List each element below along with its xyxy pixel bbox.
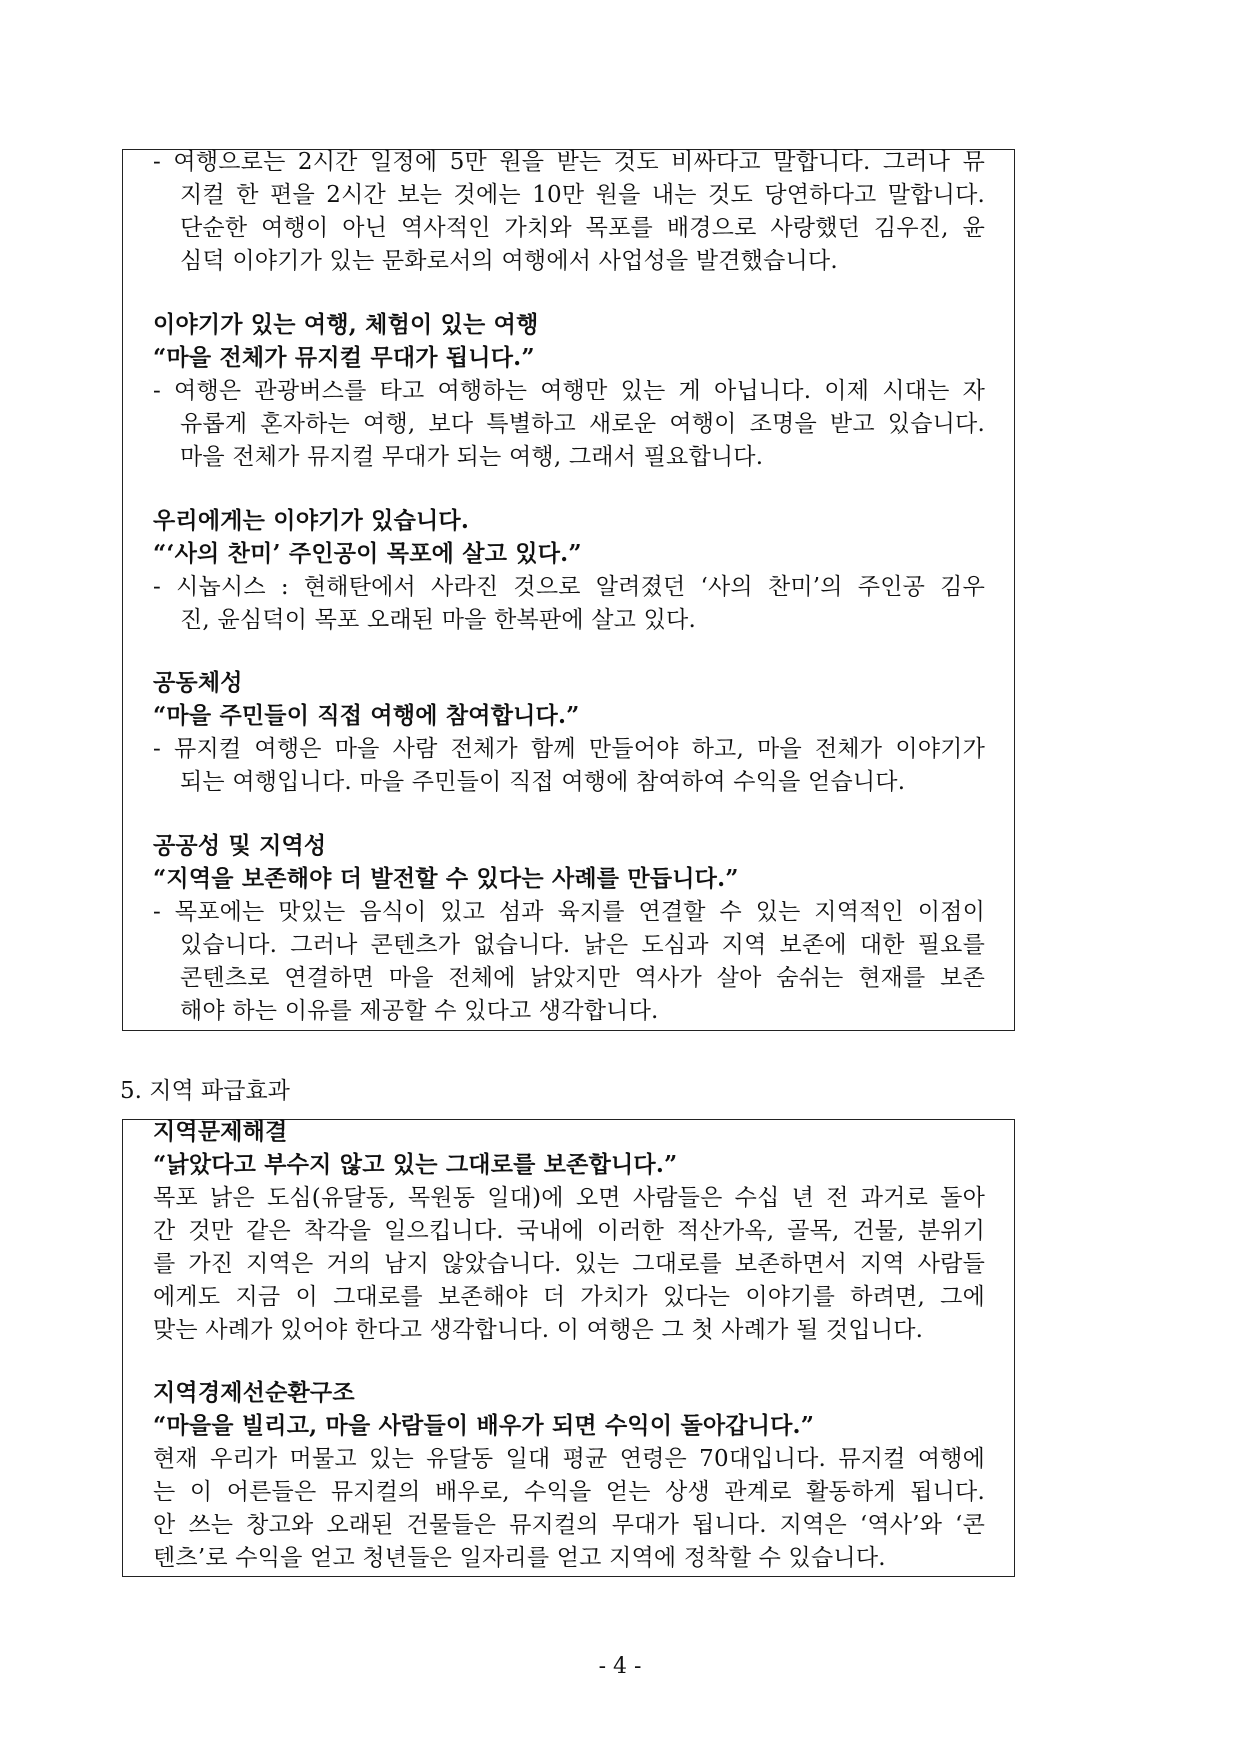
box1-section1-quote: “마을 전체가 뮤지컬 무대가 됩니다.” <box>153 344 535 371</box>
box1-section4-heading: 공공성 및 지역성 <box>153 832 327 859</box>
box2-section1-line-3: 를 가진 지역은 거의 남지 않았습니다. 있는 그대로를 보존하면서 지역 사람들 <box>153 1251 985 1277</box>
box2-section2-line-4: 텐츠’로 수익을 얻고 청년들은 일자리를 얻고 지역에 정착할 수 있습니다. <box>153 1545 886 1571</box>
page-number: - 4 - <box>598 1654 642 1679</box>
box1-section1-line-3: 마을 전체가 뮤지컬 무대가 되는 여행, 그래서 필요합니다. <box>180 444 764 470</box>
box1-section4-line-2: 있습니다. 그러나 콘텐츠가 없습니다. 낡은 도심과 지역 보존에 대한 필요를 <box>180 932 985 958</box>
box1-section2-line-1: - 시놉시스 : 현해탄에서 사라진 것으로 알려졌던 ‘사의 찬미’의 주인공 김우 <box>153 574 985 600</box>
box2-section1-line-2: 간 것만 같은 착각을 일으킵니다. 국내에 이러한 적산가옥, 골목, 건물, 분위기 <box>153 1218 985 1244</box>
box2-section1-line-5: 맞는 사례가 있어야 한다고 생각합니다. 이 여행은 그 첫 사례가 될 것입니다. <box>153 1317 924 1343</box>
box2-section1-heading: 지역문제해결 <box>153 1118 288 1145</box>
box1-section4-quote: “지역을 보존해야 더 발전할 수 있다는 사례를 만듭니다.” <box>153 865 739 892</box>
box1-section4-line-4: 해야 하는 이유를 제공할 수 있다고 생각합니다. <box>180 998 659 1024</box>
box2-section1-line-4: 에게도 지금 이 그대로를 보존해야 더 가치가 있다는 이야기를 하려면, 그에 <box>153 1284 985 1310</box>
box1-section1-line-1: - 여행은 관광버스를 타고 여행하는 여행만 있는 게 아닙니다. 이제 시대는 자 <box>153 378 985 404</box>
box1-section4-line-3: 콘텐츠로 연결하면 마을 전체에 낡았지만 역사가 살아 숨쉬는 현재를 보존 <box>180 965 985 991</box>
box2-section2-line-1: 현재 우리가 머물고 있는 유달동 일대 평균 연령은 70대입니다. 뮤지컬 여행에 <box>153 1446 985 1472</box>
box1-intro-line-1: - 여행으로는 2시간 일정에 5만 원을 받는 것도 비싸다고 말합니다. 그러나 뮤 <box>153 149 985 175</box>
box1-intro-line-3: 단순한 여행이 아닌 역사적인 가치와 목포를 배경으로 사랑했던 김우진, 윤 <box>180 215 985 241</box>
box1-section3-line-1: - 뮤지컬 여행은 마을 사람 전체가 함께 만들어야 하고, 마을 전체가 이야기가 <box>153 736 985 762</box>
box1-section3-line-2: 되는 여행입니다. 마을 주민들이 직접 여행에 참여하여 수익을 얻습니다. <box>180 769 906 795</box>
section-5-title: 5. 지역 파급효과 <box>120 1078 290 1104</box>
box2-section1-line-1: 목포 낡은 도심(유달동, 목원동 일대)에 오면 사람들은 수십 년 전 과거로 돌아 <box>153 1185 985 1211</box>
box2-section2-heading: 지역경제선순환구조 <box>153 1379 355 1406</box>
box1-section2-quote: “‘사의 찬미’ 주인공이 목포에 살고 있다.” <box>153 540 582 567</box>
box1-section4-line-1: - 목포에는 맛있는 음식이 있고 섬과 육지를 연결할 수 있는 지역적인 이점이 <box>153 899 985 925</box>
box1-section1-line-2: 유롭게 혼자하는 여행, 보다 특별하고 새로운 여행이 조명을 받고 있습니다. <box>180 411 985 437</box>
box1-section3-quote: “마을 주민들이 직접 여행에 참여합니다.” <box>153 702 580 729</box>
box1-intro-line-4: 심덕 이야기가 있는 문화로서의 여행에서 사업성을 발견했습니다. <box>180 248 838 274</box>
box1-section1-heading: 이야기가 있는 여행, 체험이 있는 여행 <box>153 311 539 338</box>
box2-section2-line-2: 는 이 어른들은 뮤지컬의 배우로, 수익을 얻는 상생 관계로 활동하게 됩니다. <box>153 1479 985 1505</box>
box1-section3-heading: 공동체성 <box>153 669 243 696</box>
box1-section2-line-2: 진, 윤심덕이 목포 오래된 마을 한복판에 살고 있다. <box>180 607 696 633</box>
box2-section1-quote: “낡았다고 부수지 않고 있는 그대로를 보존합니다.” <box>153 1151 678 1178</box>
box1-intro-line-2: 지컬 한 편을 2시간 보는 것에는 10만 원을 내는 것도 당연하다고 말합니다. <box>180 182 985 208</box>
box2-section2-quote: “마을을 빌리고, 마을 사람들이 배우가 되면 수익이 돌아갑니다.” <box>153 1412 815 1439</box>
box2-section2-line-3: 안 쓰는 창고와 오래된 건물들은 뮤지컬의 무대가 됩니다. 지역은 ‘역사’와 ‘콘 <box>153 1512 985 1538</box>
box1-section2-heading: 우리에게는 이야기가 있습니다. <box>153 507 470 534</box>
